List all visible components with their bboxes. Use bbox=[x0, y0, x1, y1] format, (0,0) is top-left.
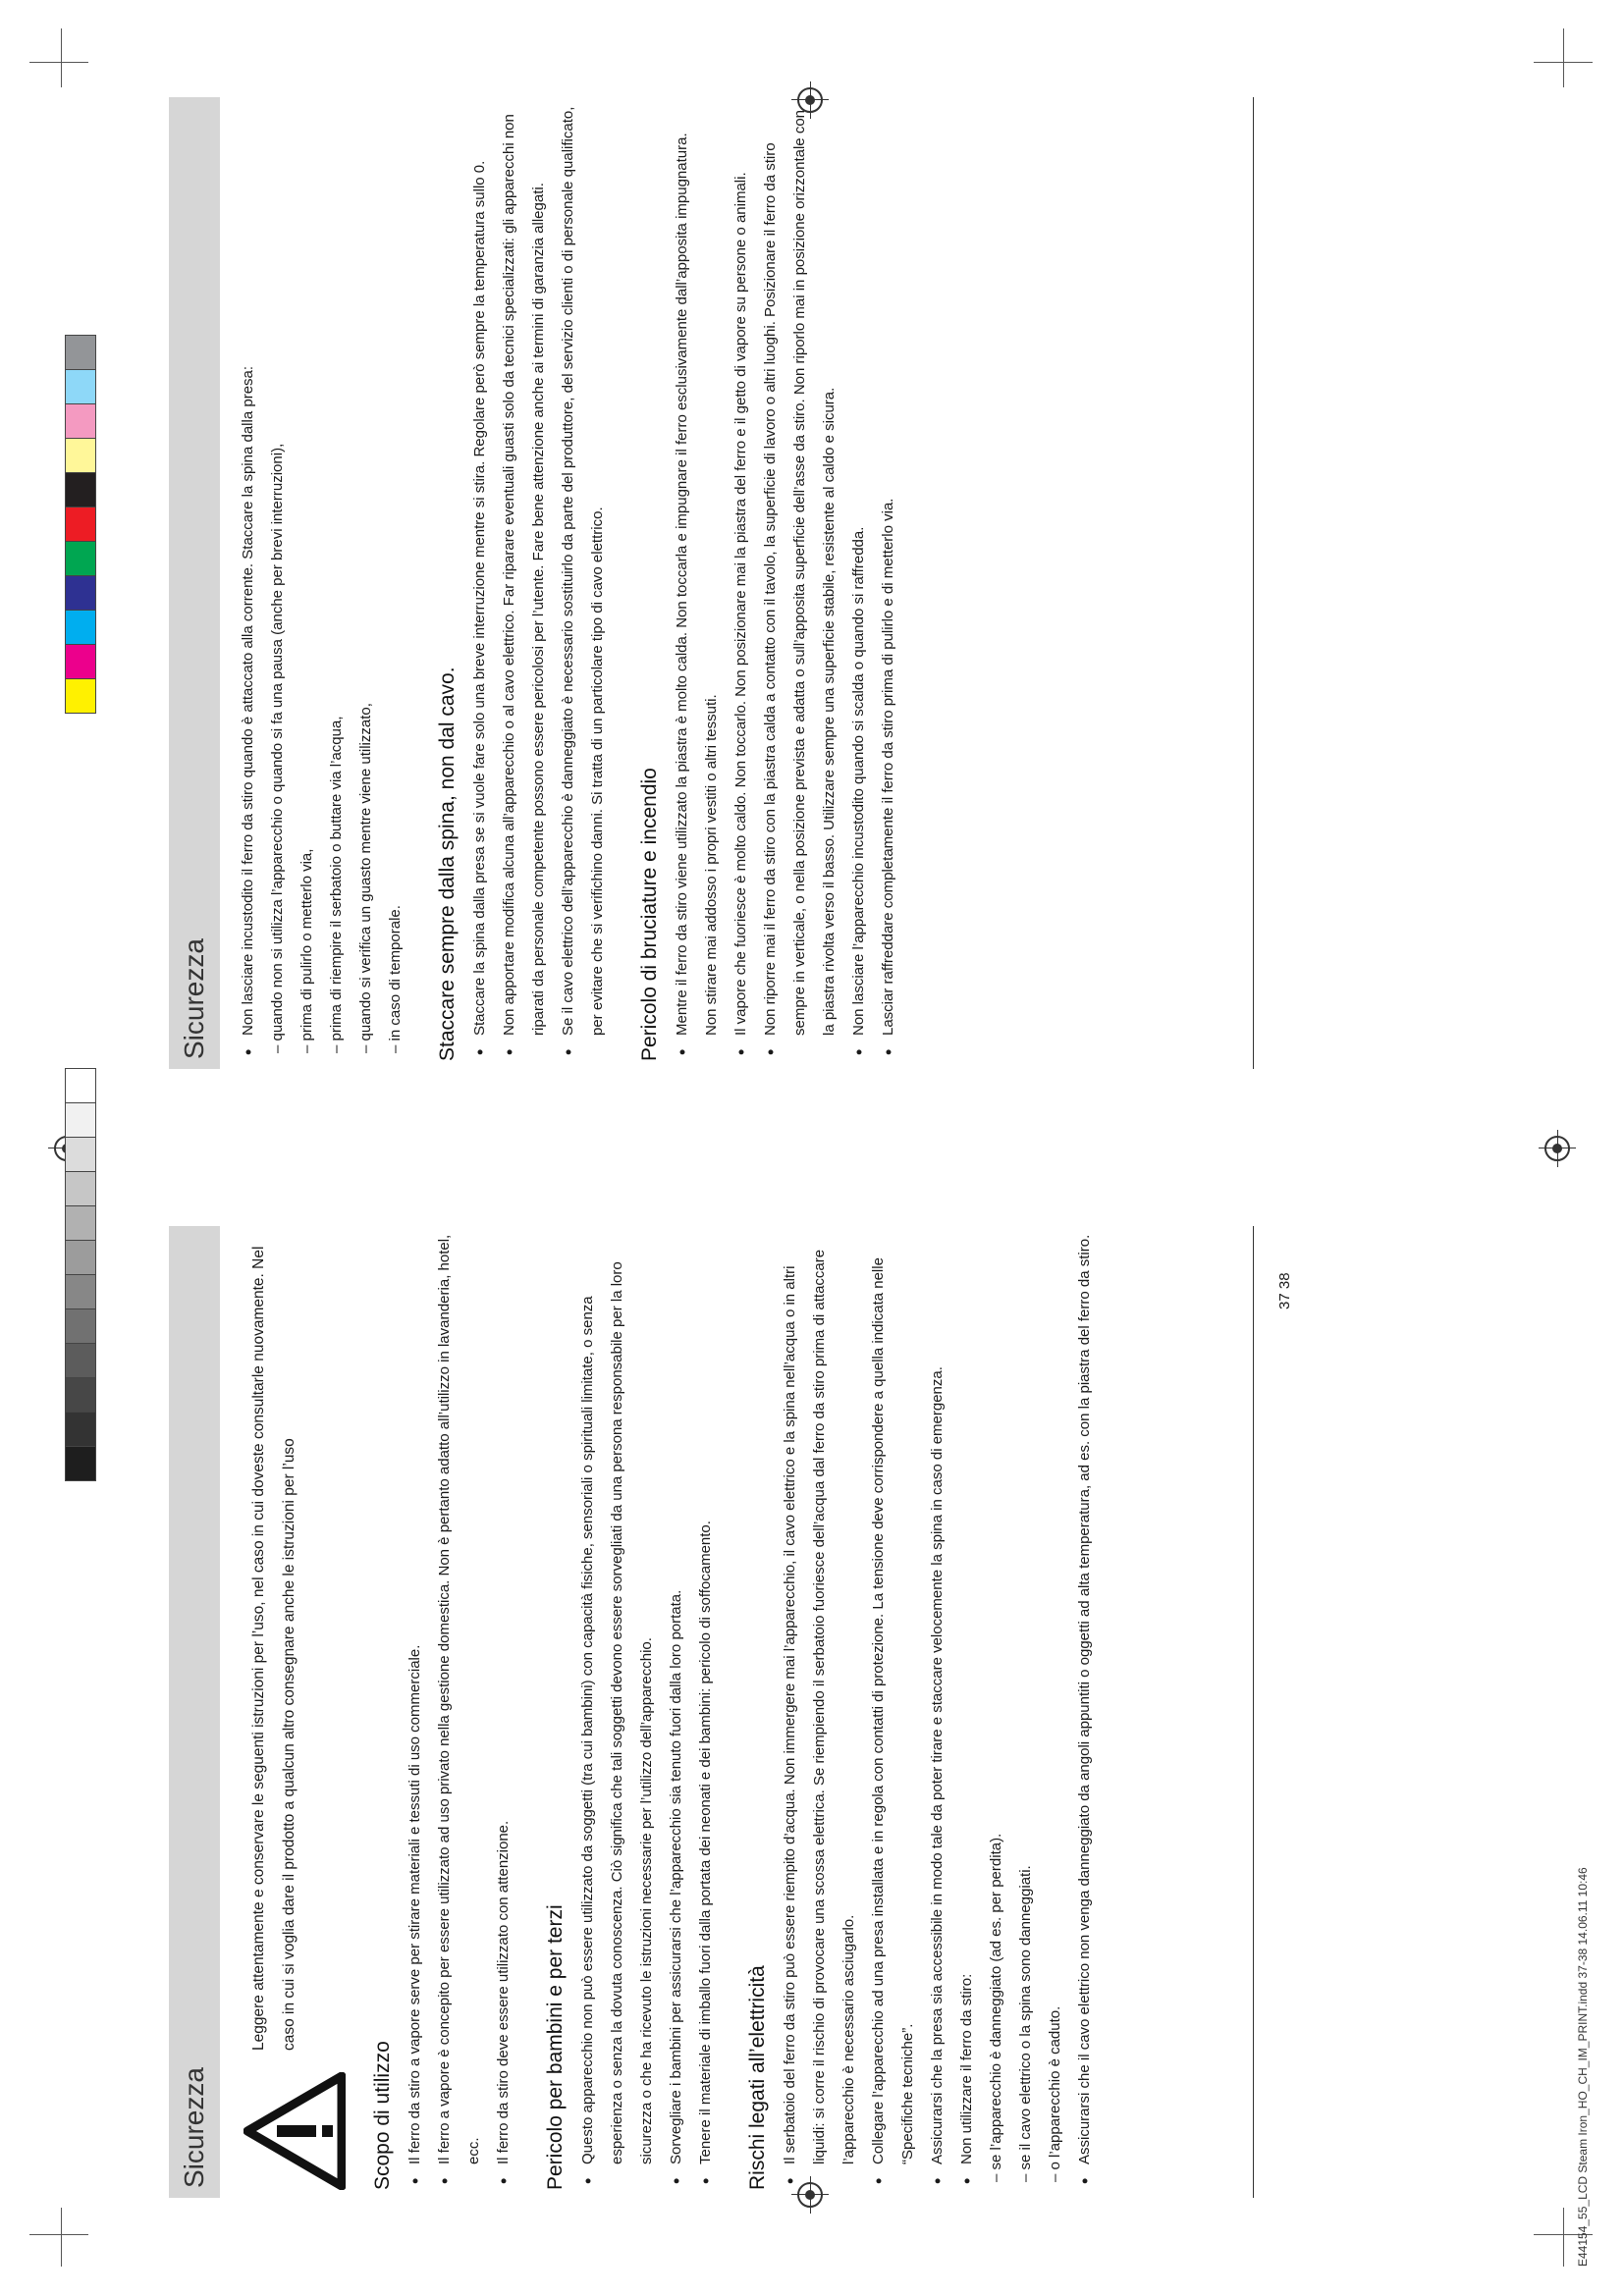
color-swatch bbox=[66, 644, 95, 678]
item-text: prima di pulirlo o metterlo via, bbox=[298, 848, 315, 1041]
bullet-item bbox=[234, 105, 263, 1061]
dash-item bbox=[982, 1234, 1011, 2190]
item-text: Lasciar raffreddare completamente il ferro da stiro prima di pulirlo e di metterlo via. bbox=[880, 498, 896, 1036]
section-list bbox=[776, 1234, 1100, 2190]
bullet-item bbox=[401, 1234, 430, 2190]
intro-text: Leggere attentamente e conservare le seguenti istruzioni per l’uso, nel caso in cui doveste consultarle nuovamente. Nel caso in cui si voglia dare il prodotto a qualcun altro consegnare anche le istruzioni per l’uso bbox=[250, 1246, 298, 2051]
color-swatch bbox=[66, 1069, 95, 1102]
header-band bbox=[169, 97, 220, 1069]
item-text: Il ferro a vapore è concepito per essere utilizzato ad uso privato nella gestione domestica. Non è pertanto adatto all’utilizzo in lavanderia, hotel, ecc. bbox=[436, 1234, 482, 2164]
color-swatch bbox=[66, 541, 95, 575]
item-text: Non lasciare l’apparecchio incustodito quando si scalda o quando si raffredda. bbox=[850, 526, 867, 1036]
bullet-item bbox=[573, 1234, 662, 2190]
bullet-item bbox=[554, 105, 613, 1061]
item-text: Tenere il materiale di imballo fuori dalla portata dei neonati e dei bambini: pericolo di soffocamento. bbox=[697, 1521, 714, 2164]
section-list bbox=[465, 105, 613, 1061]
item-text: Assicurarsi che la presa sia accessibile in modo tale da poter tirare e staccare velocemente la spina in caso di emergenza. bbox=[929, 1366, 946, 2164]
crop-mark bbox=[29, 2234, 88, 2235]
item-text: in caso di temporale. bbox=[387, 905, 404, 1041]
bullet-item bbox=[874, 105, 903, 1061]
bottom-rule bbox=[1253, 1226, 1254, 2198]
left-sections bbox=[371, 1234, 1100, 2190]
item-text: Sorvegliare i bambini per assicurarsi che l’apparecchio sia tenuto fuori dalla loro portata. bbox=[668, 1589, 684, 2164]
section-heading: Pericolo di bruciature e incendio bbox=[638, 768, 661, 1061]
bullet-item bbox=[952, 1234, 982, 2190]
dash-item bbox=[263, 105, 293, 1061]
dash-item bbox=[293, 105, 322, 1061]
color-swatch bbox=[66, 1274, 95, 1308]
color-swatch bbox=[66, 1240, 95, 1274]
item-text: Non utilizzare il ferro da stiro: bbox=[958, 1973, 975, 2164]
bullet-item bbox=[1070, 1234, 1100, 2190]
item-text: Il ferro da stiro deve essere utilizzato con attenzione. bbox=[495, 1820, 512, 2164]
item-text: Assicurarsi che il cavo elettrico non venga danneggiato da angoli appuntiti o oggetti ad alta temperatura, ad es. con la piastra del ferro da stiro. bbox=[1076, 1234, 1093, 2164]
color-swatch bbox=[66, 678, 95, 713]
item-text: o l’apparecchio è caduto. bbox=[1047, 2005, 1063, 2170]
bullet-item bbox=[923, 1234, 952, 2190]
item-text: Il vapore che fuoriesce è molto caldo. Non toccarlo. Non posizionare mai la piastra del ferro e il getto di vapore su persone o animali. bbox=[732, 172, 749, 1036]
color-swatch bbox=[66, 1308, 95, 1343]
color-swatch bbox=[66, 507, 95, 541]
bullet-item bbox=[844, 105, 874, 1061]
color-calibration-strip bbox=[65, 335, 96, 714]
crop-mark bbox=[1563, 28, 1564, 87]
bullet-item bbox=[662, 1234, 691, 2190]
bullet-item bbox=[776, 1234, 864, 2190]
crop-mark bbox=[29, 62, 88, 63]
color-swatch bbox=[66, 403, 95, 438]
bullet-item bbox=[756, 105, 844, 1061]
bottom-rule bbox=[1253, 97, 1254, 1069]
color-swatch bbox=[66, 1171, 95, 1205]
color-swatch bbox=[66, 610, 95, 644]
color-swatch bbox=[66, 1446, 95, 1480]
item-text: Mentre il ferro da stiro viene utilizzato la piastra è molto calda. Non toccarla e impugnare il ferro esclusivamente dall’apposita impugnatura. Non stirare mai addosso i propri vestiti o altri tessuti. bbox=[674, 133, 720, 1036]
bullet-item bbox=[864, 1234, 923, 2190]
item-text: se l’apparecchio è danneggiato (ad es. per perdita). bbox=[988, 1833, 1004, 2170]
color-swatch bbox=[66, 1137, 95, 1171]
left-page bbox=[169, 1226, 1100, 2198]
dash-item bbox=[322, 105, 352, 1061]
section-heading: Rischi legati all’elettricità bbox=[746, 1965, 769, 2190]
item-text: Questo apparecchio non può essere utilizzato da soggetti (tra cui bambini) con capacità fisiche, sensoriali o spirituali limitate, o senza esperienza o senza la dovuta conoscenza. Ciò significa che tali soggetti devono essere sorvegliati da una persona responsabile per la loro sicurezza o che ha ricevuto le istruzioni necessarie per l’utilizzo dell’apparecchio. bbox=[579, 1261, 655, 2164]
section-heading: Scopo di utilizzo bbox=[371, 2041, 394, 2190]
right-page bbox=[169, 97, 903, 1069]
bullet-item bbox=[495, 105, 554, 1061]
item-text: Collegare l’apparecchio ad una presa installata e in regola con contatti di protezione. La tensione deve corrispondere a quella indicata nelle “Specifiche tecniche”. bbox=[870, 1257, 916, 2164]
item-text: Il serbatoio del ferro da stiro può essere riempito d’acqua. Non immergere mai l’apparecchio, il cavo elettrico e la spina nell’acqua o in altri liquidi: si corre il rischio di provocare una scossa elettrica. Se riempiendo il serbatoio fuoriesce dell’acqua dal ferro da stiro prima di attaccare l’apparecchio è necessario asciugarlo. bbox=[782, 1249, 857, 2164]
gray-calibration-strip bbox=[65, 1068, 96, 1481]
section-list bbox=[401, 1234, 518, 2190]
item-text: Non lasciare incustodito il ferro da stiro quando è attaccato alla corrente. Staccare la spina dalla presa: bbox=[240, 365, 256, 1036]
bullet-item bbox=[668, 105, 727, 1061]
section-heading: Staccare sempre dalla spina, non dal cavo. bbox=[436, 667, 459, 1061]
color-swatch bbox=[66, 438, 95, 472]
registration-mark-icon bbox=[1544, 1136, 1570, 1161]
section-list bbox=[234, 105, 410, 1061]
right-sections bbox=[234, 105, 903, 1061]
bullet-item bbox=[465, 105, 495, 1061]
page-numbers: 37 38 bbox=[1276, 1272, 1293, 1309]
item-text: se il cavo elettrico o la spina sono danneggiati. bbox=[1017, 1865, 1034, 2170]
color-swatch bbox=[66, 1205, 95, 1240]
item-text: Staccare la spina dalla presa se si vuole fare solo una breve interruzione mentre si stira. Regolare però sempre la temperatura sullo 0. bbox=[471, 160, 488, 1036]
color-swatch bbox=[66, 472, 95, 507]
item-text: Non apportare modifica alcuna all’apparecchio o al cavo elettrico. Far riparare eventuali guasti solo da tecnici specializzati: gli apparecchi non riparati da personale competente possono essere pericolosi per l’utente. Fare bene attenzione anche ai termini di garanzia allegati. bbox=[501, 114, 547, 1036]
dash-item bbox=[352, 105, 381, 1061]
color-swatch bbox=[66, 1377, 95, 1412]
crop-mark bbox=[61, 2208, 62, 2267]
page-title: Sicurezza bbox=[179, 2067, 209, 2188]
color-swatch bbox=[66, 1343, 95, 1377]
dash-item bbox=[1011, 1234, 1041, 2190]
section-list bbox=[668, 105, 903, 1061]
bullet-item bbox=[727, 105, 756, 1061]
color-swatch bbox=[66, 336, 95, 369]
dash-item bbox=[1041, 1234, 1070, 2190]
bullet-item bbox=[430, 1234, 489, 2190]
crop-mark bbox=[1534, 62, 1593, 63]
item-text: prima di riempire il serbatoio o buttare via l’acqua, bbox=[328, 716, 345, 1041]
item-text: Non riporre mai il ferro da stiro con la piastra calda a contatto con il tavolo, la superficie di lavoro o altri luoghi. Posizionare il ferro da stiro sempre in verticale, o nella posizione prevista e adatta o sull’apposita superficie dell’asse da stiro. Non riporlo mai in posizione orizzontale con la piastra rivolta verso il basso. Utilizzare sempre una superficie stabile, resistente al caldo e sicura. bbox=[762, 109, 838, 1036]
bullet-item bbox=[691, 1234, 721, 2190]
color-swatch bbox=[66, 1102, 95, 1137]
print-footer: E44154_55_LCD Steam Iron_HO_CH_IM_PRINT.indd 37-38 14.06.11 10:46 bbox=[1576, 1867, 1590, 2267]
section-list bbox=[573, 1234, 721, 2190]
warning-triangle-icon bbox=[244, 2072, 346, 2190]
item-text: Se il cavo elettrico dell’apparecchio è danneggiato è necessario sostituirlo da parte del produttore, del servizio clienti o di personale qualificato, per evitare che si verifichino danni. Si tratta di un particolare tipo di cavo elettrico. bbox=[560, 106, 606, 1036]
dash-item bbox=[381, 105, 410, 1061]
item-text: Il ferro da stiro a vapore serve per stirare materiali e tessuti di uso commerciale. bbox=[406, 1644, 423, 2164]
item-text: quando si verifica un guasto mentre viene utilizzato, bbox=[357, 703, 374, 1041]
header-band bbox=[169, 1226, 220, 2198]
bullet-item bbox=[489, 1234, 518, 2190]
color-swatch bbox=[66, 369, 95, 403]
page-title: Sicurezza bbox=[179, 938, 209, 1059]
item-text: quando non si utilizza l’apparecchio o quando si fa una pausa (anche per brevi interruzioni), bbox=[269, 443, 286, 1041]
intro bbox=[244, 1234, 346, 2190]
color-swatch bbox=[66, 575, 95, 610]
crop-mark bbox=[61, 28, 62, 87]
color-swatch bbox=[66, 1412, 95, 1446]
crop-mark bbox=[1563, 2208, 1564, 2267]
section-heading: Pericolo per bambini e per terzi bbox=[544, 1904, 567, 2190]
